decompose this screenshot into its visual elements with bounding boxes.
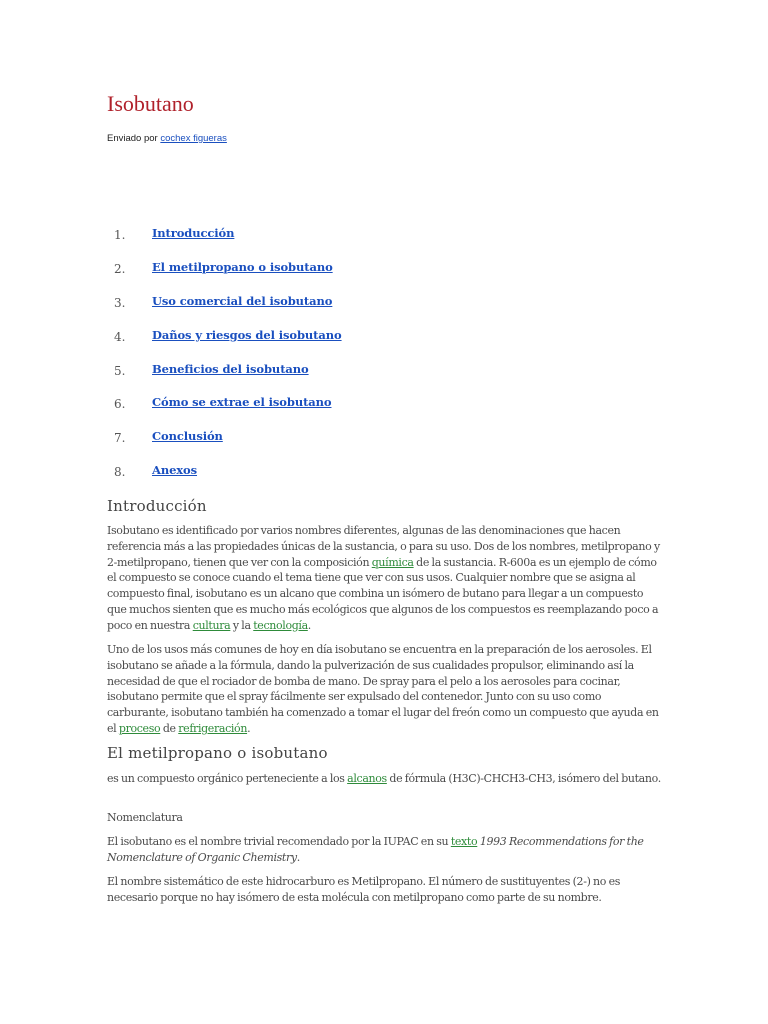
- toc-number: 1.: [114, 228, 126, 242]
- section-heading-metilpropano: El metilpropano o isobutano: [107, 744, 328, 762]
- toc-link-como-se-extrae[interactable]: Cómo se extrae el isobutano: [152, 395, 332, 410]
- intro-p2-text-b: de: [160, 721, 179, 735]
- section2-paragraph-4: El nombre sistemático de este hidrocarburo es Metilpropano. El número de sustituyentes (2-) no es necesario porque no hay isómero de esta molécula con metilpropano como parte de su nombre.: [107, 875, 621, 904]
- byline-prefix: Enviado por: [107, 133, 158, 144]
- toc-link-metilpropano[interactable]: El metilpropano o isobutano: [152, 259, 333, 274]
- toc-item: [107, 429, 659, 463]
- toc-number: 2.: [114, 261, 126, 276]
- toc-number: 5.: [114, 363, 126, 378]
- toc-link-danos-riesgos[interactable]: Daños y riesgos del isobutano: [152, 327, 342, 342]
- link-cultura[interactable]: cultura: [192, 618, 231, 632]
- section2-p1-text-a: es un compuesto orgánico perteneciente a los: [107, 772, 348, 785]
- section2-p3-text-a: El isobutano es el nombre trivial recomendado por la IUPAC en su: [107, 835, 451, 848]
- intro-p1-text-a: Isobutano es identificado por varios nombres diferentes, algunas de las denominaciones que hacen referencia más a las propiedades únicas de la sustancia, o para su uso. Dos de los nombres, metilpropano y 2-metilpropano, tienen que ver con la composición: [107, 524, 660, 569]
- toc-number: 3.: [114, 295, 126, 310]
- section2-p3-italic: 1993 Recommendations for the Nomenclature of Organic Chemistry: [107, 835, 644, 864]
- intro-p1-text-b: de la sustancia. R-600a es un ejemplo de cómo el compuesto se conoce cuando el tema tiene que ver con sus usos. Cualquier nombre que se asigna al compuesto final, isobutano es un alcano que combina un isómero de butano para llegar a un compuesto que muchos sienten que es mucho más ecológicos que algunos de los compuestos es reemplazando poco a poco en nuestra: [107, 555, 659, 632]
- intro-p1-text-d: .: [307, 618, 311, 632]
- toc-item: [107, 328, 659, 362]
- document-title: Isobutano: [107, 91, 194, 116]
- toc-link-uso-comercial[interactable]: Uso comercial del isobutano: [152, 293, 333, 308]
- toc-number: 6.: [114, 397, 126, 412]
- toc-link-beneficios[interactable]: Beneficios del isobutano: [152, 361, 309, 376]
- intro-paragraph-2: [107, 642, 663, 737]
- toc-item: [107, 226, 659, 260]
- link-texto[interactable]: texto: [450, 835, 478, 848]
- toc-item: [107, 463, 659, 497]
- section2-paragraph-nomenclatura: Nomenclatura: [107, 811, 183, 824]
- toc-number: 7.: [114, 431, 126, 446]
- toc-link-anexos[interactable]: Anexos: [152, 463, 198, 478]
- author-link[interactable]: cochex figueras: [160, 133, 227, 144]
- intro-paragraph-1: [107, 523, 663, 634]
- toc-item: [107, 362, 659, 396]
- toc-item: [107, 260, 659, 294]
- intro-p2-text-c: .: [247, 721, 251, 735]
- toc-item: [107, 294, 659, 328]
- section-heading-introduccion: Introducción: [107, 497, 207, 515]
- section2-p3-text-c: .: [296, 850, 300, 864]
- toc-item: [107, 395, 659, 429]
- table-of-contents: [107, 226, 659, 497]
- intro-p2-text-a: Uno de los usos más comunes de hoy en día isobutano se encuentra en la preparación de los aerosoles. El isobutano se añade a la fórmula, dando la pulverización de sus cualidades propulsor, eliminando así la necesidad de que el rociador de bomba de mano. De spray para el pelo a los aerosoles para cocinar, isobutano permite que el spray fácilmente ser expulsado del contenedor. Junto con su uso como carburante, isobutano también ha comenzado a tomar el lugar del freón como un compuesto que ayuda en el: [107, 643, 659, 735]
- toc-number: 8.: [114, 465, 126, 480]
- section2-paragraph-3: [107, 834, 663, 866]
- section2-paragraph-1: [107, 771, 663, 787]
- link-tecnologia[interactable]: tecnología: [253, 618, 308, 632]
- toc-number: 4.: [114, 329, 126, 344]
- link-refrigeracion[interactable]: refrigeración: [178, 721, 248, 735]
- toc-link-introduccion[interactable]: Introducción: [152, 226, 235, 240]
- intro-p1-text-c: y la: [230, 618, 254, 632]
- link-alcanos[interactable]: alcanos: [347, 772, 387, 785]
- link-proceso[interactable]: proceso: [118, 721, 161, 735]
- link-quimica[interactable]: química: [371, 555, 414, 569]
- toc-link-conclusion[interactable]: Conclusión: [152, 429, 223, 444]
- byline: [107, 133, 227, 144]
- section2-p1-text-b: de fórmula (H3C)-CHCH3-CH3, isómero del butano.: [386, 772, 661, 785]
